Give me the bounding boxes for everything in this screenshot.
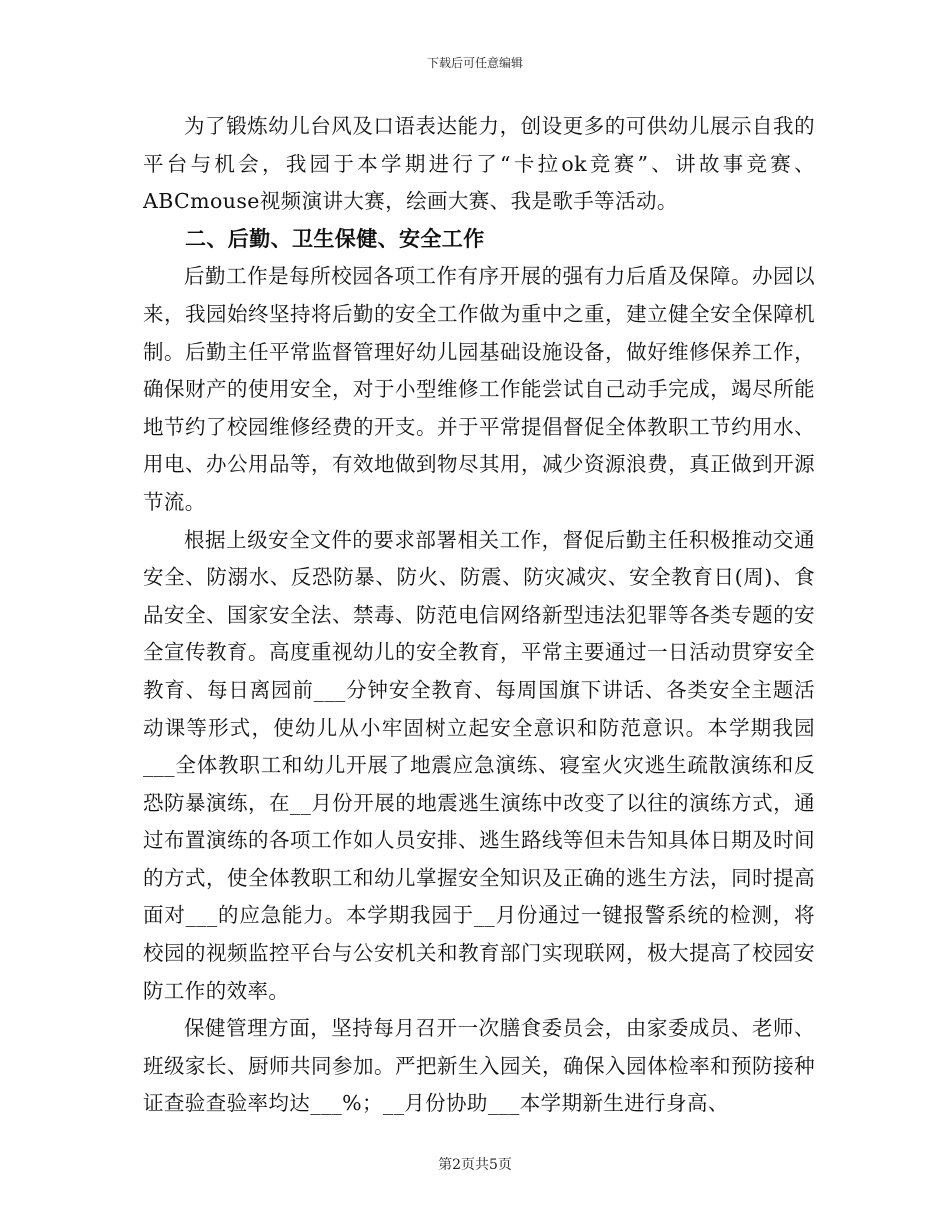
- section-heading-logistics: 二、后勤、卫生保健、安全工作: [185, 226, 485, 251]
- document-body: [143, 108, 815, 1123]
- paragraph-logistics: 后勤工作是每所校园各项工作有序开展的强有力后盾及保障。办园以来，我园始终坚持将后勤的安全工作做为重中之重，建立健全安全保障机制。后勤主任平常监督管理好幼儿园基础设施设备，做好维修保养工作，确保财产的使用安全，对于小型维修工作能尝试自己动手完成，竭尽所能地节约了校园维修经费的开支。并于平常提倡督促全体教职工节约用水、用电、办公用品等，有效地做到物尽其用，减少资源浪费，真正做到开源节流。: [143, 264, 815, 514]
- paragraph-health: 保健管理方面，坚持每月召开一次膳食委员会，由家委成员、老师、班级家长、厨师共同参加。严把新生入园关，确保入园体检率和预防接种证查验查验率均达___%；__月份协助___本学期新生进行身高、: [143, 1016, 815, 1116]
- paragraph-safety: 根据上级安全文件的要求部署相关工作，督促后勤主任积极推动交通安全、防溺水、反恐防暴、防火、防震、防灾减灾、安全教育日(周)、食品安全、国家安全法、禁毒、防范电信网络新型违法犯罪等各类专题的安全宣传教育。高度重视幼儿的安全教育，平常主要通过一日活动贯穿安全教育、每日离园前___分钟安全教育、每周国旗下讲话、各类安全主题活动课等形式，使幼儿从小牢固树立起安全意识和防范意识。本学期我园___全体教职工和幼儿开展了地震应急演练、寝室火灾逃生疏散演练和反恐防暴演练，在__月份开展的地震逃生演练中改变了以往的演练方式，通过布置演练的各项工作如人员安排、逃生路线等但未告知具体日期及时间的方式，使全体教职工和幼儿掌握安全知识及正确的逃生方法，同时提高面对___的应急能力。本学期我园于__月份通过一键报警系统的检测，将校园的视频监控平台与公安机关和教育部门实现联网，极大提高了校园安防工作的效率。: [143, 527, 815, 1003]
- paragraph-activities: 为了锻炼幼儿台风及口语表达能力，创设更多的可供幼儿展示自我的平台与机会，我园于本学期进行了“卡拉ok竞赛”、讲故事竞赛、ABCmouse视频演讲大赛，绘画大赛、我是歌手等活动。: [143, 114, 815, 214]
- page-header: 下载后可任意编辑: [426, 56, 523, 70]
- page-footer: 第2页共5页: [438, 1157, 512, 1173]
